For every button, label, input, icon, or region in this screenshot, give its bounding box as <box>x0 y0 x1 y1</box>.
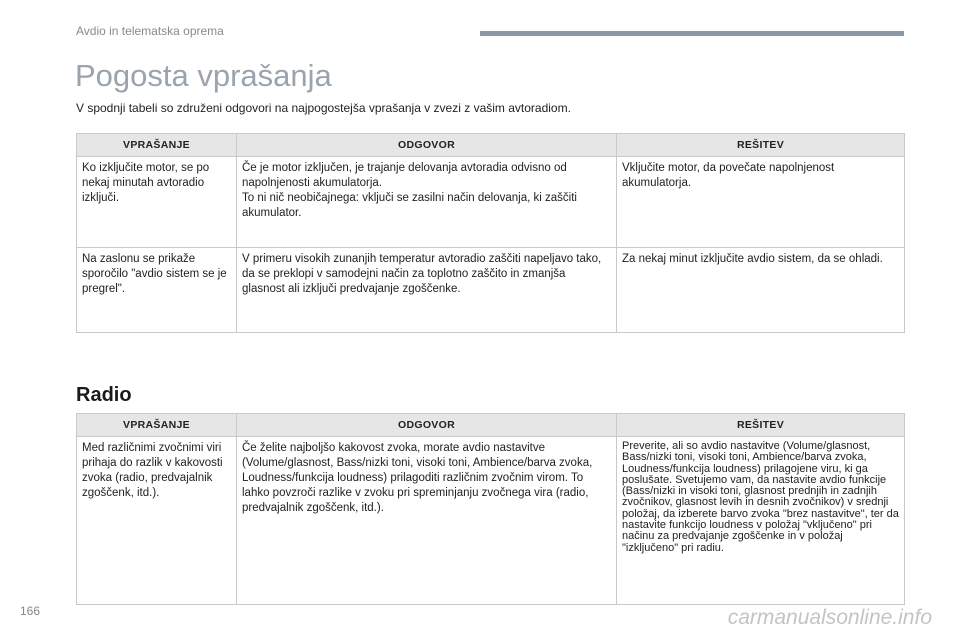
solution-cell: Vključite motor, da povečate napolnjenost akumulatorja. <box>617 157 905 248</box>
column-header-question: VPRAŠANJE <box>77 414 237 437</box>
table-row <box>77 248 905 333</box>
section-heading-radio: Radio <box>76 384 132 406</box>
intro-text: V spodnji tabeli so združeni odgovori na najpogostejša vprašanja v zvezi z vašim avtoradiom. <box>76 101 571 115</box>
page-number: 166 <box>20 604 41 618</box>
table-header-row <box>77 134 905 157</box>
header-accent-bar <box>480 31 904 36</box>
table-header-row <box>77 414 905 437</box>
solution-cell: Za nekaj minut izključite avdio sistem, da se ohladi. <box>617 248 905 333</box>
answer-cell: Če želite najboljšo kakovost zvoka, morate avdio nastavitve (Volume/glasnost, Bass/nizki toni, visoki toni, Ambience/barva zvoka, Loudness/funkcija loudness) prilagoditi različnim zvočnim virom. To lahko povzroči razlike v zvoku pri spreminjanju zvočnega vira (radio, predvajalnik zgoščenk, itd.). <box>237 437 617 605</box>
column-header-question: VPRAŠANJE <box>77 134 237 157</box>
answer-cell: V primeru visokih zunanjih temperatur avtoradio zaščiti napeljavo tako, da se preklopi v samodejni način za toplotno zaščito in zmanjša glasnost ali izključi predvajanje zgoščenke. <box>237 248 617 333</box>
answer-cell: Če je motor izključen, je trajanje delovanja avtoradia odvisno od napolnjenosti akumulatorja. To ni nič neobičajnega: vključi se zasilni način delovanja, ki zaščiti akumulator. <box>237 157 617 248</box>
question-cell: Na zaslonu se prikaže sporočilo "avdio sistem se je pregrel". <box>77 248 237 333</box>
solution-cell: Preverite, ali so avdio nastavitve (Volume/glasnost, Bass/nizki toni, visoki toni, Ambience/barva zvoka, Loudness/funkcija loudness) prilagojene viru, ki ga poslušate. Svetujemo vam, da nastavite avdio funkcije (Bass/nizki in visoki toni, glasnost prednjih in zadnjih zvočnikov, glasnost levih in desnih zvočnikov) v srednji položaj, da izberete barvo zvoka "brez nastavitve", ter da nastavite funkcijo loudness v položaj "vključeno" pri načinu za predvajanje zgoščenke in v položaj "izključeno" pri radiu. <box>617 437 905 605</box>
watermark: carmanualsonline.info <box>727 606 932 629</box>
column-header-solution: REŠITEV <box>617 414 905 437</box>
faq-table-radio <box>76 413 905 605</box>
running-header: Avdio in telematska oprema <box>76 24 224 38</box>
table-row <box>77 437 905 605</box>
column-header-answer: ODGOVOR <box>237 134 617 157</box>
question-cell: Med različnimi zvočnimi viri prihaja do razlik v kakovosti zvoka (radio, predvajalnik zgoščenk, itd.). <box>77 437 237 605</box>
table-row <box>77 157 905 248</box>
column-header-solution: REŠITEV <box>617 134 905 157</box>
page-title: Pogosta vprašanja <box>75 58 332 93</box>
column-header-answer: ODGOVOR <box>237 414 617 437</box>
faq-table-general <box>76 133 905 333</box>
question-cell: Ko izključite motor, se po nekaj minutah avtoradio izključi. <box>77 157 237 248</box>
